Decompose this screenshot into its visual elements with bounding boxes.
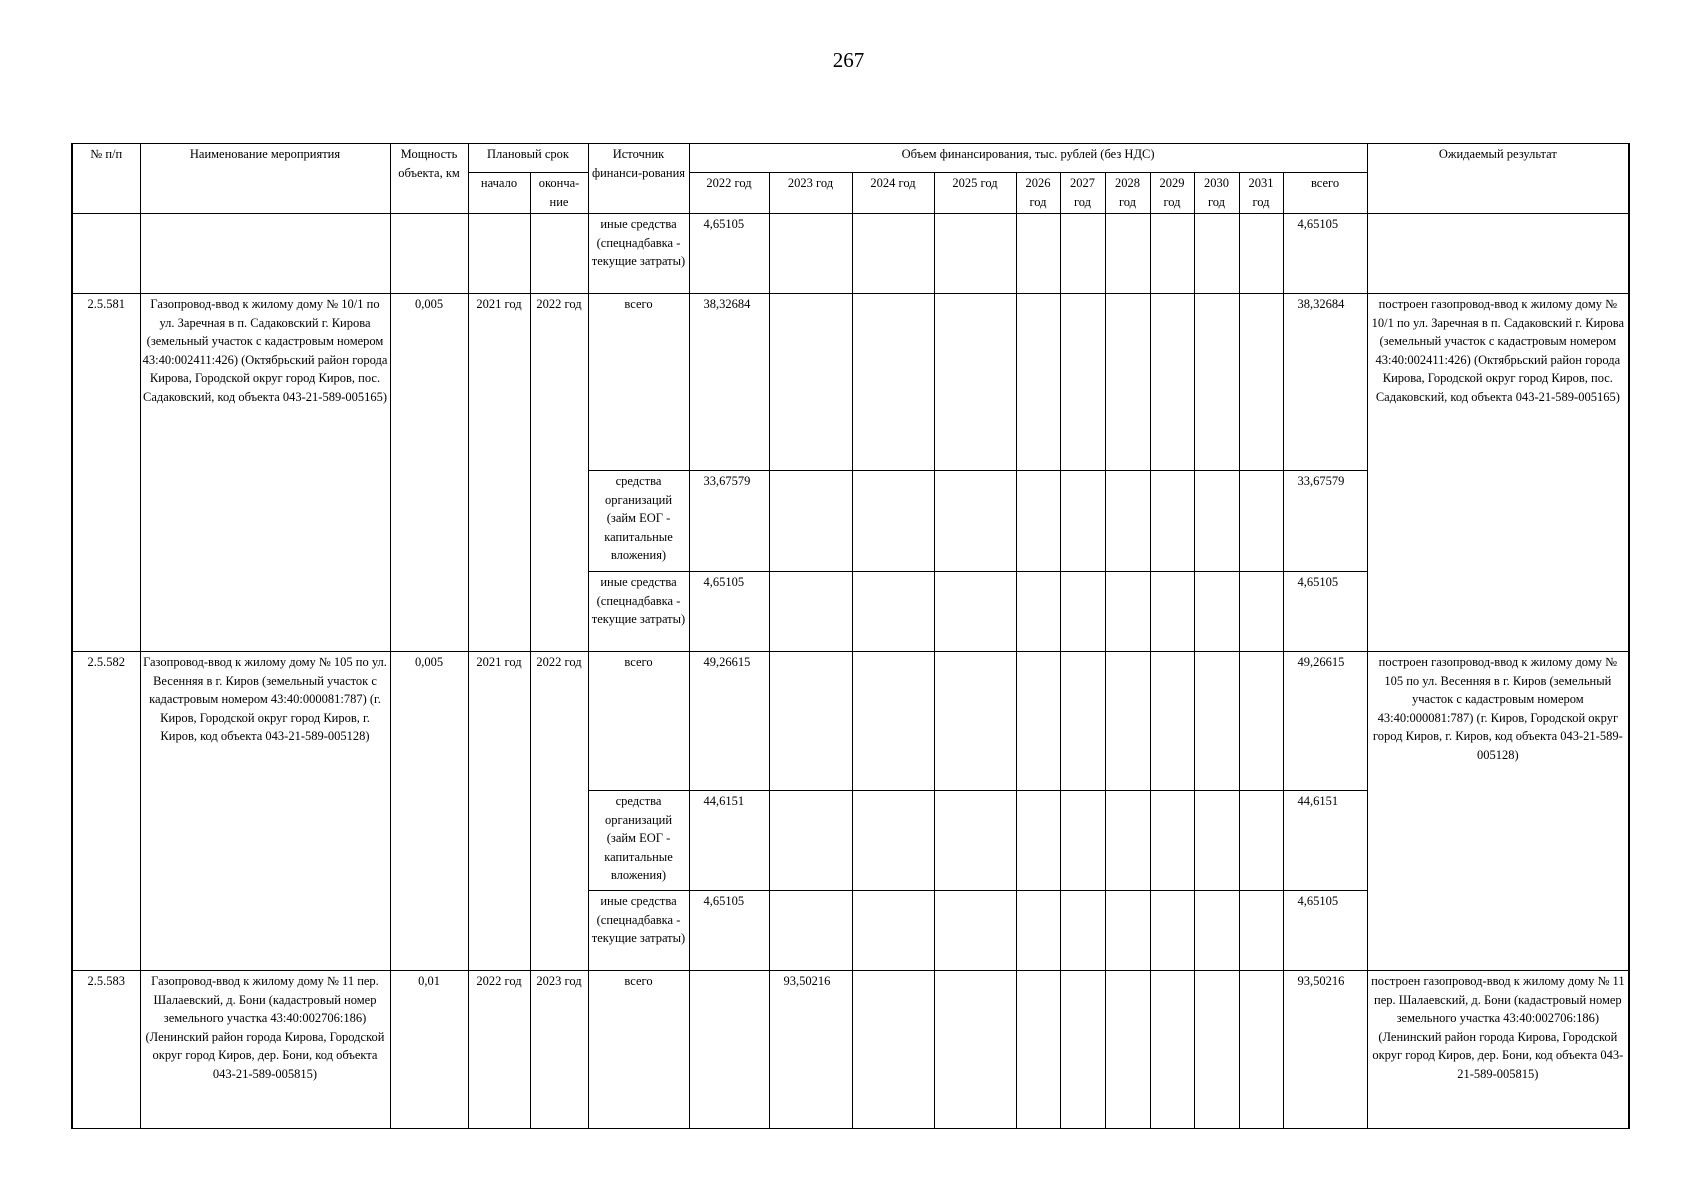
- value-2022: 44,6151: [689, 791, 769, 891]
- page-number: 267: [832, 48, 865, 72]
- value-total: 4,65105: [1283, 891, 1367, 971]
- header-total: всего: [1283, 173, 1367, 214]
- table-row: [72, 971, 1629, 1129]
- value-2023: 93,50216: [769, 971, 852, 1129]
- header-result: Ожидаемый результат: [1367, 144, 1629, 214]
- table-row: [72, 214, 1629, 294]
- value-2022: 4,65105: [689, 572, 769, 652]
- row-number: 2.5.582: [72, 652, 140, 971]
- table-row: [72, 652, 1629, 791]
- header-term: Плановый срок: [468, 144, 588, 173]
- expected-result: построен газопровод-ввод к жилому дому № 105 по ул. Весенняя в г. Киров (земельный участок с кадастровым номером 43:40:000081:787) (г. Киров, Городской округ город Киров, г. Киров, код объекта 043-21-589-005128): [1367, 652, 1629, 971]
- header-year-2027: 2027 год: [1060, 173, 1105, 214]
- financing-table: [71, 143, 1630, 1129]
- source-cell: всего: [588, 652, 689, 791]
- source-cell: всего: [588, 971, 689, 1129]
- power-cell: 0,005: [390, 652, 468, 971]
- header-year-2022: 2022 год: [689, 173, 769, 214]
- header-year-2029: 2029 год: [1150, 173, 1194, 214]
- header-finance: Объем финансирования, тыс. рублей (без НДС): [689, 144, 1367, 173]
- value-total: 4,65105: [1283, 214, 1367, 294]
- power-cell: 0,005: [390, 294, 468, 652]
- expected-result: построен газопровод-ввод к жилому дому № 10/1 по ул. Заречная в п. Садаковский г. Кирова (земельный участок с кадастровым номером 43:40:002411:426) (Октябрьский район города Кирова, Городской округ город Киров, пос. Садаковский, код объекта 043-21-589-005165): [1367, 294, 1629, 652]
- start-cell: 2022 год: [468, 971, 530, 1129]
- end-cell: 2022 год: [530, 652, 588, 971]
- header-source: Источник финанси-рования: [588, 144, 689, 214]
- header-year-2031: 2031 год: [1239, 173, 1283, 214]
- end-cell: 2023 год: [530, 971, 588, 1129]
- value-2022: 4,65105: [689, 214, 769, 294]
- source-cell: иные средства (спецнадбавка - текущие затраты): [588, 891, 689, 971]
- header-start: начало: [468, 173, 530, 214]
- power-cell: 0,01: [390, 971, 468, 1129]
- source-cell: средства организаций (займ ЕОГ - капитальные вложения): [588, 791, 689, 891]
- header-year-2028: 2028 год: [1105, 173, 1150, 214]
- start-cell: 2021 год: [468, 294, 530, 652]
- source-cell: всего: [588, 294, 689, 471]
- header-power: Мощность объекта, км: [390, 144, 468, 214]
- row-number: 2.5.581: [72, 294, 140, 652]
- value-2022: 38,32684: [689, 294, 769, 471]
- value-total: 93,50216: [1283, 971, 1367, 1129]
- source-cell: средства организаций (займ ЕОГ - капитальные вложения): [588, 471, 689, 572]
- value-total: 49,26615: [1283, 652, 1367, 791]
- value-total: 33,67579: [1283, 471, 1367, 572]
- event-name: Газопровод-ввод к жилому дому № 11 пер. Шалаевский, д. Бони (кадастровый номер земельного участка 43:40:002706:186) (Ленинский район города Кирова, Городской округ город Киров, дер. Бони, код объекта 043-21-589-005815): [140, 971, 390, 1129]
- header-year-2023: 2023 год: [769, 173, 852, 214]
- source-cell: иные средства (спецнадбавка - текущие затраты): [588, 214, 689, 294]
- value-total: 44,6151: [1283, 791, 1367, 891]
- value-2022: 49,26615: [689, 652, 769, 791]
- header-end: оконча-ние: [530, 173, 588, 214]
- header-year-2025: 2025 год: [934, 173, 1016, 214]
- end-cell: 2022 год: [530, 294, 588, 652]
- start-cell: 2021 год: [468, 652, 530, 971]
- header-year-2024: 2024 год: [852, 173, 934, 214]
- header-year-2030: 2030 год: [1194, 173, 1239, 214]
- header-no: № п/п: [72, 144, 140, 214]
- source-cell: иные средства (спецнадбавка - текущие затраты): [588, 572, 689, 652]
- row-number: 2.5.583: [72, 971, 140, 1129]
- value-2022: 4,65105: [689, 891, 769, 971]
- value-total: 4,65105: [1283, 572, 1367, 652]
- event-name: Газопровод-ввод к жилому дому № 10/1 по ул. Заречная в п. Садаковский г. Кирова (земельный участок с кадастровым номером 43:40:002411:426) (Октябрьский район города Кирова, Городской округ город Киров, пос. Садаковский, код объекта 043-21-589-005165): [140, 294, 390, 652]
- value-total: 38,32684: [1283, 294, 1367, 471]
- header-name: Наименование мероприятия: [140, 144, 390, 214]
- header-year-2026: 2026 год: [1016, 173, 1060, 214]
- expected-result: построен газопровод-ввод к жилому дому № 11 пер. Шалаевский, д. Бони (кадастровый номер земельного участка 43:40:002706:186) (Ленинский район города Кирова, Городской округ город Киров, дер. Бони, код объекта 043-21-589-005815): [1367, 971, 1629, 1129]
- table-row: [72, 294, 1629, 471]
- event-name: Газопровод-ввод к жилому дому № 105 по ул. Весенняя в г. Киров (земельный участок с кадастровым номером 43:40:000081:787) (г. Киров, Городской округ город Киров, г. Киров, код объекта 043-21-589-005128): [140, 652, 390, 971]
- value-2022: 33,67579: [689, 471, 769, 572]
